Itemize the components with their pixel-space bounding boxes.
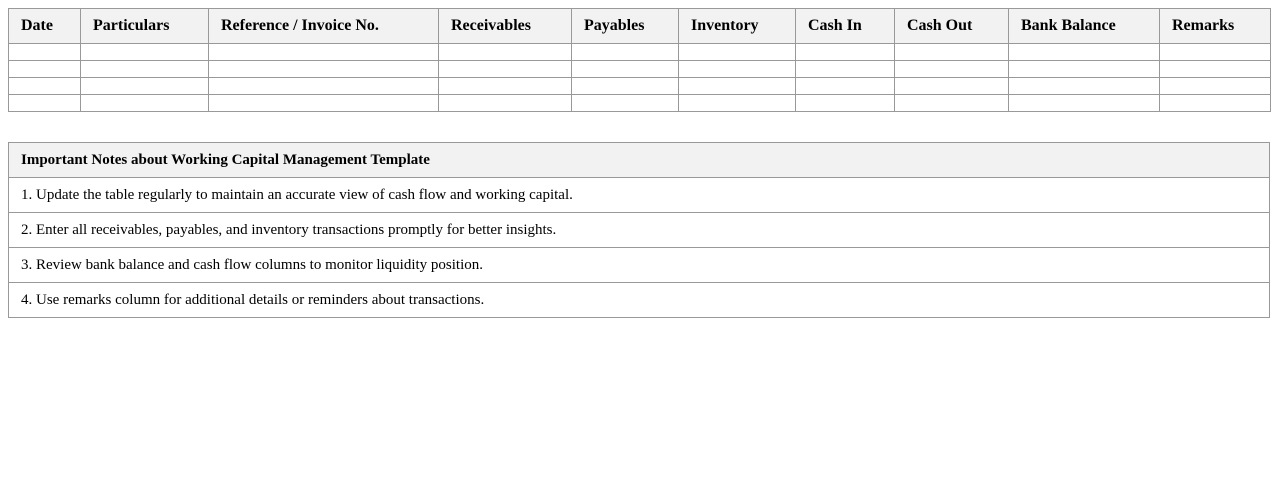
table-cell[interactable] (1160, 44, 1271, 61)
table-row (9, 61, 1271, 78)
column-header-remarks: Remarks (1160, 9, 1271, 44)
table-cell[interactable] (679, 95, 796, 112)
table-cell[interactable] (439, 61, 572, 78)
table-cell[interactable] (81, 44, 209, 61)
column-header-reference: Reference / Invoice No. (209, 9, 439, 44)
table-cell[interactable] (1160, 95, 1271, 112)
table-cell[interactable] (209, 44, 439, 61)
table-cell[interactable] (572, 78, 679, 95)
table-cell[interactable] (572, 44, 679, 61)
note-row (9, 248, 1270, 283)
table-cell[interactable] (1160, 78, 1271, 95)
table-cell[interactable] (895, 61, 1009, 78)
table-cell[interactable] (1009, 95, 1160, 112)
table-cell[interactable] (81, 95, 209, 112)
table-cell[interactable] (679, 78, 796, 95)
table-cell[interactable] (209, 95, 439, 112)
table-cell[interactable] (1009, 44, 1160, 61)
table-cell[interactable] (209, 61, 439, 78)
note-row (9, 178, 1270, 213)
notes-header-row (9, 143, 1270, 178)
column-header-inventory: Inventory (679, 9, 796, 44)
table-cell[interactable] (679, 61, 796, 78)
notes-table (8, 142, 1270, 318)
notes-title: Important Notes about Working Capital Management Template (9, 143, 1270, 178)
table-cell[interactable] (572, 95, 679, 112)
table-row (9, 78, 1271, 95)
table-cell[interactable] (9, 78, 81, 95)
column-header-cash-out: Cash Out (895, 9, 1009, 44)
table-cell[interactable] (1009, 61, 1160, 78)
table-cell[interactable] (679, 44, 796, 61)
table-cell[interactable] (796, 95, 895, 112)
table-cell[interactable] (895, 95, 1009, 112)
table-cell[interactable] (439, 78, 572, 95)
table-cell[interactable] (81, 61, 209, 78)
column-header-particulars: Particulars (81, 9, 209, 44)
table-cell[interactable] (81, 78, 209, 95)
table-cell[interactable] (1009, 78, 1160, 95)
table-cell[interactable] (796, 61, 895, 78)
table-row (9, 44, 1271, 61)
table-cell[interactable] (9, 61, 81, 78)
column-header-bank-balance: Bank Balance (1009, 9, 1160, 44)
column-header-date: Date (9, 9, 81, 44)
table-cell[interactable] (209, 78, 439, 95)
table-cell[interactable] (9, 44, 81, 61)
table-header-row (9, 9, 1271, 44)
note-item: 4. Use remarks column for additional details or reminders about transactions. (9, 283, 1270, 318)
column-header-payables: Payables (572, 9, 679, 44)
note-item: 2. Enter all receivables, payables, and inventory transactions promptly for better insights. (9, 213, 1270, 248)
note-row (9, 213, 1270, 248)
table-cell[interactable] (439, 95, 572, 112)
note-item: 1. Update the table regularly to maintain an accurate view of cash flow and working capital. (9, 178, 1270, 213)
column-header-receivables: Receivables (439, 9, 572, 44)
table-cell[interactable] (572, 61, 679, 78)
table-cell[interactable] (796, 78, 895, 95)
table-cell[interactable] (895, 78, 1009, 95)
table-cell[interactable] (9, 95, 81, 112)
table-cell[interactable] (796, 44, 895, 61)
table-row (9, 95, 1271, 112)
column-header-cash-in: Cash In (796, 9, 895, 44)
table-cell[interactable] (1160, 61, 1271, 78)
working-capital-table (8, 8, 1271, 112)
note-row (9, 283, 1270, 318)
table-cell[interactable] (895, 44, 1009, 61)
table-cell[interactable] (439, 44, 572, 61)
note-item: 3. Review bank balance and cash flow columns to monitor liquidity position. (9, 248, 1270, 283)
